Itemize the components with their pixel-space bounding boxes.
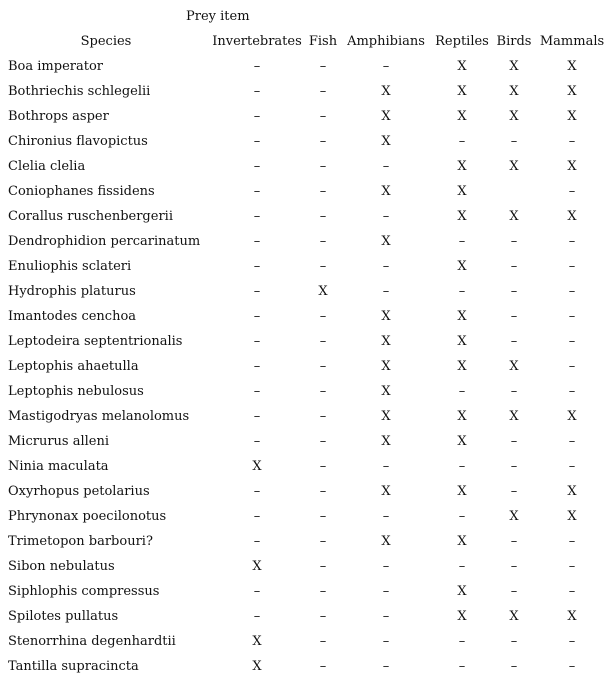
table-cell: – [568,259,576,274]
table-cell: – [458,459,466,474]
table-cell: X [567,509,577,524]
table-cell: – [458,234,466,249]
species-name: Coniophanes fissidens [8,184,155,199]
table-cell: – [510,534,518,549]
table-cell: – [253,434,261,449]
table-cell: – [253,334,261,349]
table-cell: – [458,634,466,649]
table-cell: – [568,359,576,374]
table-cell: – [568,384,576,399]
table-cell: X [381,184,391,199]
table-cell: X [509,409,519,424]
table-cell: X [381,434,391,449]
table-cell: X [457,184,467,199]
species-name: Leptodeira septentrionalis [8,334,183,349]
table-cell: X [457,109,467,124]
table-cell: – [253,584,261,599]
table-cell: X [381,109,391,124]
table-cell: – [510,284,518,299]
table-cell: X [457,484,467,499]
species-name: Corallus ruschenbergerii [8,209,173,224]
table-cell: – [568,659,576,674]
table-cell: – [319,384,327,399]
table-cell: X [381,84,391,99]
table-cell: – [253,134,261,149]
column-header-species: Species [80,34,132,49]
species-name: Boa imperator [8,59,103,74]
column-header-invertebrates: Invertebrates [212,34,302,49]
table-cell: – [568,584,576,599]
table-cell: X [457,434,467,449]
species-name: Dendrophidion percarinatum [8,234,201,249]
table-cell: – [568,434,576,449]
table-cell: – [253,409,261,424]
table-cell: – [510,234,518,249]
table-cell: – [510,459,518,474]
table-cell: X [381,334,391,349]
table-cell: X [457,584,467,599]
species-name: Ninia maculata [8,459,109,474]
table-cell: – [382,559,390,574]
species-name: Tantilla supracincta [8,659,139,674]
species-name: Sibon nebulatus [8,559,115,574]
species-name: Oxyrhopus petolarius [8,484,150,499]
table-cell: – [319,84,327,99]
table-cell: X [457,159,467,174]
table-cell: X [567,609,577,624]
table-cell: X [457,359,467,374]
table-cell: X [381,234,391,249]
table-cell: – [319,409,327,424]
species-name: Leptophis ahaetulla [8,359,139,374]
table-cell: X [381,134,391,149]
table-cell: X [381,534,391,549]
column-header-mammals: Mammals [539,34,605,49]
species-name: Bothrops asper [8,109,109,124]
table-cell: – [319,234,327,249]
table-cell: X [567,84,577,99]
column-header-birds: Birds [496,34,532,49]
table-cell: – [253,84,261,99]
table-cell: X [509,159,519,174]
table-cell: X [457,334,467,349]
species-name: Mastigodryas melanolomus [8,409,190,424]
species-name: Spilotes pullatus [8,609,119,624]
table-cell: – [319,659,327,674]
table-cell: – [458,384,466,399]
species-name: Hydrophis platurus [8,284,136,299]
table-cell: – [253,484,261,499]
table-cell: – [458,659,466,674]
table-cell: X [381,359,391,374]
species-name: Trimetopon barbouri? [8,534,153,549]
table-cell: – [253,259,261,274]
table-cell: – [382,509,390,524]
species-name: Leptophis nebulosus [8,384,144,399]
table-cell: – [568,234,576,249]
species-name: Enuliophis sclateri [8,259,132,274]
table-cell: X [252,634,262,649]
table-cell: – [568,309,576,324]
column-header-fish: Fish [308,34,338,49]
table-cell: X [509,209,519,224]
table-cell: X [567,209,577,224]
table-cell: X [509,359,519,374]
table-cell: – [510,584,518,599]
table-cell: X [509,609,519,624]
table-cell: – [568,534,576,549]
table-cell: – [568,559,576,574]
table-cell: – [319,559,327,574]
table-cell: – [319,259,327,274]
table-cell: – [382,659,390,674]
table-cell: – [253,209,261,224]
table-cell: – [568,459,576,474]
table-cell: – [510,634,518,649]
table-cell: – [510,334,518,349]
table-cell: – [319,584,327,599]
table-cell: – [319,309,327,324]
table-cell: X [567,109,577,124]
table-cell: X [457,609,467,624]
table-cell: – [319,209,327,224]
prey-item-group-header: Prey item [186,9,250,24]
table-cell: – [568,134,576,149]
table-cell: X [457,209,467,224]
table-cell: – [382,609,390,624]
table-cell: – [253,384,261,399]
table-cell: – [319,359,327,374]
table-cell: – [382,209,390,224]
species-name: Micrurus alleni [8,434,110,449]
table-cell: X [381,309,391,324]
table-cell: X [457,534,467,549]
table-cell: – [458,134,466,149]
species-name: Clelia clelia [8,159,86,174]
table-cell: – [568,184,576,199]
table-cell: – [319,134,327,149]
table-cell: – [253,284,261,299]
table-cell: – [568,634,576,649]
table-cell: – [319,159,327,174]
table-cell: – [510,259,518,274]
table-cell: – [458,509,466,524]
table-cell: X [252,659,262,674]
table-cell: – [319,184,327,199]
table-cell: – [510,484,518,499]
table-cell: – [319,534,327,549]
table-cell: – [568,334,576,349]
table-cell: X [457,309,467,324]
species-name: Phrynonax poecilonotus [8,509,167,524]
column-header-reptiles: Reptiles [435,34,489,49]
table-cell: X [252,559,262,574]
table-cell: – [382,634,390,649]
table-cell: – [510,659,518,674]
table-cell: – [382,584,390,599]
table-cell: – [253,609,261,624]
table-cell: – [253,234,261,249]
table-cell: – [510,384,518,399]
column-header-amphibians: Amphibians [347,34,425,49]
table-cell: – [253,509,261,524]
table-cell: X [318,284,328,299]
table-cell: – [319,634,327,649]
table-cell: – [319,59,327,74]
table-cell: – [319,109,327,124]
species-name: Bothriechis schlegelii [8,84,151,99]
table-cell: – [319,459,327,474]
table-cell: X [457,84,467,99]
table-cell: – [510,559,518,574]
table-cell: – [382,459,390,474]
table-cell: X [567,159,577,174]
table-cell: – [319,434,327,449]
table-cell: X [509,509,519,524]
table-cell: X [509,59,519,74]
table-cell: – [510,434,518,449]
table-cell: – [382,259,390,274]
table-cell: X [457,409,467,424]
table-cell: – [382,284,390,299]
table-cell: X [567,484,577,499]
table-cell: – [510,309,518,324]
table-cell: – [319,484,327,499]
table-cell: X [381,409,391,424]
table-cell: – [253,109,261,124]
table-cell: – [568,284,576,299]
table-cell: – [319,609,327,624]
species-name: Imantodes cenchoa [8,309,137,324]
table-cell: – [458,284,466,299]
table-cell: X [567,59,577,74]
species-name: Siphlophis compressus [8,584,160,599]
table-cell: X [457,259,467,274]
table-cell: X [509,84,519,99]
table-cell: – [319,509,327,524]
table-cell: X [567,409,577,424]
table-cell: – [458,559,466,574]
species-name: Stenorrhina degenhardtii [8,634,176,649]
table-cell: X [381,484,391,499]
table-cell: – [253,534,261,549]
table-cell: – [382,159,390,174]
table-cell: X [457,59,467,74]
table-cell: – [253,184,261,199]
table-cell: – [253,359,261,374]
table-cell: – [253,159,261,174]
table-cell: – [253,309,261,324]
table-cell: X [252,459,262,474]
table-cell: – [319,334,327,349]
table-cell: – [253,59,261,74]
table-cell: – [382,59,390,74]
table-cell: X [509,109,519,124]
species-name: Chironius flavopictus [8,134,148,149]
table-cell: X [381,384,391,399]
table-cell: – [510,134,518,149]
